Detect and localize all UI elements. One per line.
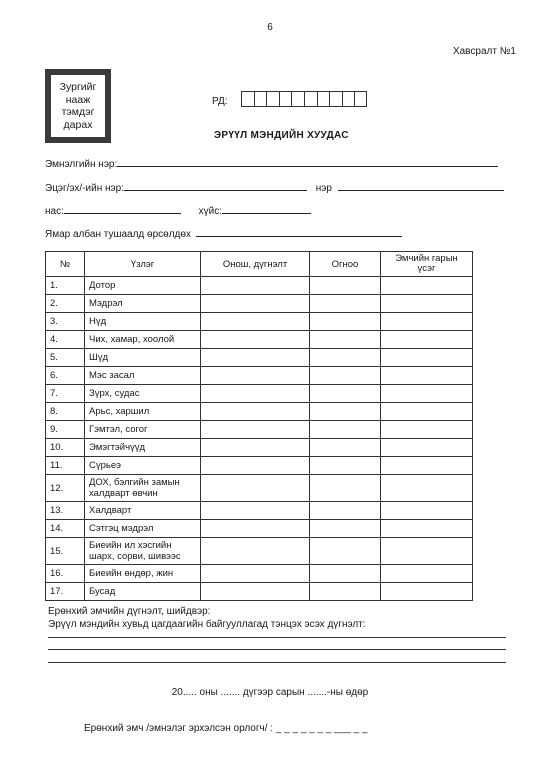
- rd-digit-box[interactable]: [279, 91, 292, 107]
- diagnosis-cell[interactable]: [201, 565, 310, 583]
- position-row: [45, 226, 402, 240]
- signature-cell[interactable]: [381, 538, 473, 565]
- row-exam: Бусад: [85, 583, 201, 601]
- table-row: [46, 439, 473, 457]
- page-number: 6: [267, 22, 273, 33]
- rd-digit-box[interactable]: [291, 91, 304, 107]
- conclusion-line[interactable]: [48, 662, 506, 663]
- date-cell[interactable]: [310, 565, 381, 583]
- date-cell[interactable]: [310, 457, 381, 475]
- row-number: 4.: [46, 331, 85, 349]
- row-number: 15.: [46, 538, 85, 565]
- table-row: [46, 331, 473, 349]
- conclusion-line[interactable]: [48, 649, 506, 650]
- rd-digit-box[interactable]: [342, 91, 355, 107]
- date-cell[interactable]: [310, 349, 381, 367]
- row-number: 8.: [46, 403, 85, 421]
- age-sex-row: [45, 203, 311, 217]
- date-cell[interactable]: [310, 475, 381, 502]
- row-number: 5.: [46, 349, 85, 367]
- table-row: [46, 421, 473, 439]
- date-cell[interactable]: [310, 403, 381, 421]
- signature-cell[interactable]: [381, 349, 473, 367]
- signature-cell[interactable]: [381, 313, 473, 331]
- signature-cell[interactable]: [381, 295, 473, 313]
- row-exam: Эмэгтэйчүүд: [85, 439, 201, 457]
- signature-cell[interactable]: [381, 520, 473, 538]
- photo-box-line: нааж: [65, 93, 91, 106]
- position-field[interactable]: [196, 226, 402, 237]
- row-exam: ДОХ, бэлгийн замын халдварт өвчин: [85, 475, 201, 502]
- col-header-signature: Эмчийн гарын үсэг: [381, 252, 473, 277]
- signature-cell[interactable]: [381, 331, 473, 349]
- hospital-label: Эмнэлгийн нэр:: [45, 159, 118, 170]
- rd-digit-box[interactable]: [317, 91, 330, 107]
- date-cell[interactable]: [310, 313, 381, 331]
- hospital-row: [45, 156, 498, 170]
- date-cell[interactable]: [310, 331, 381, 349]
- signature-cell[interactable]: [381, 367, 473, 385]
- signature-cell[interactable]: [381, 502, 473, 520]
- date-cell[interactable]: [310, 439, 381, 457]
- row-number: 12.: [46, 475, 85, 502]
- date-line: 20..... оны ....... дүгээр сарын .......-ны өдөр: [171, 687, 369, 698]
- row-number: 14.: [46, 520, 85, 538]
- date-cell[interactable]: [310, 295, 381, 313]
- signature-cell[interactable]: [381, 439, 473, 457]
- conclusion-heading: Ерөнхий эмчийн дүгнэлт, шийдвэр:: [48, 606, 211, 617]
- diagnosis-cell[interactable]: [201, 502, 310, 520]
- diagnosis-cell[interactable]: [201, 403, 310, 421]
- rd-digit-box[interactable]: [241, 91, 254, 107]
- exam-table: [45, 251, 473, 601]
- parent-label: Эцэг/эх/-ийн нэр:: [45, 183, 124, 194]
- row-exam: Нүд: [85, 313, 201, 331]
- date-cell[interactable]: [310, 538, 381, 565]
- photo-box-line: тэмдэг: [61, 106, 95, 118]
- parent-row: [45, 180, 504, 194]
- row-exam: Мэс засал: [85, 367, 201, 385]
- signature-cell[interactable]: [381, 421, 473, 439]
- row-number: 9.: [46, 421, 85, 439]
- diagnosis-cell[interactable]: [201, 349, 310, 367]
- row-exam: Мэдрэл: [85, 295, 201, 313]
- rd-digit-box[interactable]: [329, 91, 342, 107]
- photo-box-line: дарах: [63, 118, 93, 131]
- col-header-diagnosis: Онош, дүгнэлт: [201, 252, 310, 277]
- rd-input-boxes[interactable]: [241, 91, 367, 107]
- table-row: [46, 538, 473, 565]
- col-header-number: №: [46, 252, 85, 277]
- row-exam: Биеийн өндөр, жин: [85, 565, 201, 583]
- signature-cell[interactable]: [381, 583, 473, 601]
- rd-digit-box[interactable]: [354, 91, 367, 107]
- signature-cell[interactable]: [381, 565, 473, 583]
- rd-label: РД:: [212, 96, 228, 107]
- age-label: нас:: [45, 206, 64, 217]
- row-exam: Зүрх, судас: [85, 385, 201, 403]
- table-row: [46, 403, 473, 421]
- date-cell[interactable]: [310, 502, 381, 520]
- diagnosis-cell[interactable]: [201, 367, 310, 385]
- conclusion-line[interactable]: [48, 637, 506, 638]
- signature-cell[interactable]: [381, 457, 473, 475]
- diagnosis-cell[interactable]: [201, 457, 310, 475]
- rd-digit-box[interactable]: [304, 91, 317, 107]
- date-cell[interactable]: [310, 421, 381, 439]
- diagnosis-cell[interactable]: [201, 331, 310, 349]
- table-row: [46, 367, 473, 385]
- row-number: 10.: [46, 439, 85, 457]
- row-number: 17.: [46, 583, 85, 601]
- diagnosis-cell[interactable]: [201, 583, 310, 601]
- diagnosis-cell[interactable]: [201, 313, 310, 331]
- name-label: нэр: [315, 183, 332, 194]
- row-exam: Чих, хамар, хоолой: [85, 331, 201, 349]
- row-number: 13.: [46, 502, 85, 520]
- row-exam: Биеийн ил хэсгийн шарх, сорви, шивээс: [85, 538, 201, 565]
- row-exam: Арьс, харшил: [85, 403, 201, 421]
- appendix-label: Хавсралт №1: [452, 46, 516, 57]
- signature-line: Ерөнхий эмч /эмнэлэг эрхэлсэн орлогч/ : _ _ _ _ _ _ _ ___ _ _: [84, 723, 368, 734]
- row-number: 16.: [46, 565, 85, 583]
- row-exam: Шүд: [85, 349, 201, 367]
- date-cell[interactable]: [310, 385, 381, 403]
- diagnosis-cell[interactable]: [201, 277, 310, 295]
- row-number: 2.: [46, 295, 85, 313]
- date-cell[interactable]: [310, 583, 381, 601]
- col-header-date: Огноо: [310, 252, 381, 277]
- diagnosis-cell[interactable]: [201, 295, 310, 313]
- table-row: [46, 313, 473, 331]
- row-number: 6.: [46, 367, 85, 385]
- photo-box: [45, 69, 111, 143]
- diagnosis-cell[interactable]: [201, 538, 310, 565]
- date-cell[interactable]: [310, 520, 381, 538]
- table-row: [46, 565, 473, 583]
- table-row: [46, 385, 473, 403]
- row-number: 11.: [46, 457, 85, 475]
- signature-cell[interactable]: [381, 475, 473, 502]
- hospital-field[interactable]: [117, 156, 498, 167]
- table-row: [46, 502, 473, 520]
- position-label: Ямар албан тушаалд өрсөлдөх: [45, 229, 191, 240]
- diagnosis-cell[interactable]: [201, 520, 310, 538]
- form-title: ЭРҮҮЛ МЭНДИЙН ХУУДАС: [214, 130, 349, 141]
- rd-digit-box[interactable]: [266, 91, 279, 107]
- conclusion-subheading: Эрүүл мэндийн хувьд цагдаагийн байгууллагад тэнцэх эсэх дүгнэлт:: [48, 619, 366, 630]
- row-number: 7.: [46, 385, 85, 403]
- row-exam: Халдварт: [85, 502, 201, 520]
- table-row: [46, 349, 473, 367]
- table-row: [46, 457, 473, 475]
- row-exam: Сүрьеэ: [85, 457, 201, 475]
- table-row: [46, 295, 473, 313]
- diagnosis-cell[interactable]: [201, 475, 310, 502]
- table-row: [46, 583, 473, 601]
- signature-cell[interactable]: [381, 403, 473, 421]
- row-exam: Дотор: [85, 277, 201, 295]
- date-cell[interactable]: [310, 367, 381, 385]
- date-cell[interactable]: [310, 277, 381, 295]
- photo-box-line: Зургийг: [59, 81, 97, 93]
- diagnosis-cell[interactable]: [201, 385, 310, 403]
- diagnosis-cell[interactable]: [201, 439, 310, 457]
- table-row: [46, 520, 473, 538]
- col-header-exam: Үзлэг: [85, 252, 201, 277]
- sex-label: хүйс:: [198, 206, 223, 217]
- row-number: 3.: [46, 313, 85, 331]
- age-field[interactable]: [64, 203, 181, 214]
- sex-field[interactable]: [222, 203, 311, 214]
- table-row: [46, 475, 473, 502]
- signature-cell[interactable]: [381, 277, 473, 295]
- row-number: 1.: [46, 277, 85, 295]
- parent-field[interactable]: [124, 180, 307, 191]
- name-field[interactable]: [338, 180, 504, 191]
- row-exam: Гэмтэл, согог: [85, 421, 201, 439]
- table-row: [46, 277, 473, 295]
- rd-digit-box[interactable]: [254, 91, 267, 107]
- row-exam: Сэтгэц мэдрэл: [85, 520, 201, 538]
- signature-cell[interactable]: [381, 385, 473, 403]
- diagnosis-cell[interactable]: [201, 421, 310, 439]
